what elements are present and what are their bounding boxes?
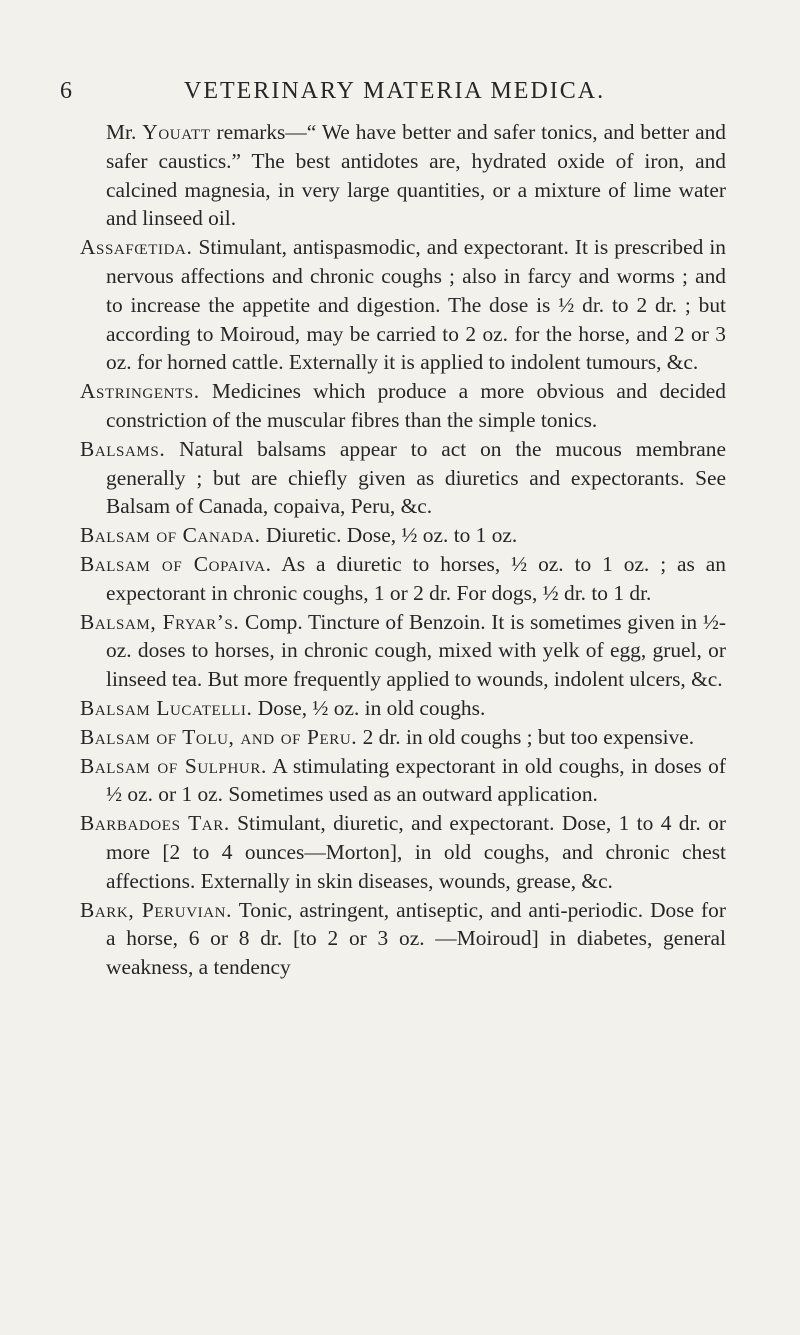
- intro-author: Youatt: [142, 120, 211, 144]
- entry-heading: Balsams.: [80, 436, 166, 461]
- entry-text: Stimulant, diuretic, and expectorant. Dose, 1 to 4 dr. or more [2 to 4 ounces—Morton], in old coughs, and chronic chest affections. Externally in skin diseases, wounds, grease, &c.: [106, 811, 726, 893]
- entry-bark-peruvian: [80, 896, 726, 982]
- entry-heading: Bark, Peruvian.: [80, 897, 233, 922]
- entry-text: Diuretic. Dose, ½ oz. to 1 oz.: [265, 523, 518, 548]
- entry-text: Natural balsams appear to act on the mucous membrane generally ; but are chiefly given as diuretics and expectorants. See Balsam of Canada, copaiva, Peru, &c.: [106, 436, 726, 519]
- entry-balsam-of-tolu: [80, 723, 726, 752]
- entry-balsam-lucatelli: [80, 694, 726, 723]
- page-body: [80, 118, 726, 982]
- entry-heading: Balsam of Canada.: [80, 523, 261, 548]
- intro-paragraph: [80, 118, 726, 233]
- entry-balsams: [80, 435, 726, 521]
- entry-assafoetida: [80, 233, 726, 377]
- entry-text: Tonic, astringent, antiseptic, and anti-periodic. Dose for a horse, 6 or 8 dr. [to 2 or 3 oz. —Moiroud] in diabetes, general weakness, a tendency: [106, 897, 726, 980]
- entry-balsam-of-copaiva: [80, 550, 726, 608]
- entry-text: Stimulant, antispasmodic, and expectorant. It is prescribed in nervous affections and chronic coughs ; also in farcy and worms ; and to increase the appetite and digestion. The dose is ½ dr. to 2 dr. ; but according to Moiroud, may be carried to 2 oz. for the horse, and 2 or 3 oz. for horned cattle. Externally it is applied to indolent tumours, &c.: [106, 235, 726, 375]
- intro-text: remarks—“ We have better and safer tonics, and better and safer caustics.” The best antidotes are, hydrated oxide of iron, and calcined magnesia, in very large quantities, or a mixture of lime water and linseed oil.: [106, 120, 726, 231]
- entry-heading: Astringents.: [80, 379, 200, 404]
- entry-balsam-of-canada: [80, 521, 726, 550]
- entry-heading: Assafœtida.: [80, 235, 193, 260]
- entry-text: Dose, ½ oz. in old coughs.: [257, 695, 486, 720]
- entry-heading: Balsam, Fryar’s.: [80, 609, 240, 634]
- entry-text: Comp. Tincture of Benzoin. It is sometimes given in ½-oz. doses to horses, in chronic cough, mixed with yelk of egg, gruel, or linseed tea. But more frequently applied to wounds, indolent ulcers, &c.: [106, 609, 726, 692]
- entry-text: 2 dr. in old coughs ; but too expensive.: [362, 724, 695, 749]
- entry-heading: Balsam of Copaiva.: [80, 551, 272, 576]
- intro-prefix: Mr.: [106, 120, 143, 144]
- entry-balsam-of-sulphur: [80, 752, 726, 810]
- entry-heading: Balsam Lucatelli.: [80, 695, 253, 720]
- entry-barbadoes-tar: [80, 809, 726, 895]
- entry-balsam-fryars: [80, 608, 726, 694]
- entry-text: As a diuretic to horses, ½ oz. to 1 oz. ; as an expectorant in chronic coughs, 1 or 2 dr. For dogs, ½ dr. to 1 dr.: [106, 551, 726, 605]
- page-number: 6: [60, 78, 73, 104]
- entry-astringents: [80, 377, 726, 435]
- entry-text: Medicines which produce a more obvious and decided constriction of the muscular fibres than the simple tonics.: [106, 379, 726, 432]
- entry-heading: Balsam of Tolu, and of Peru.: [80, 724, 358, 749]
- entry-heading: Balsam of Sulphur.: [80, 753, 267, 778]
- entry-text: A stimulating expectorant in old coughs, in doses of ½ oz. or 1 oz. Sometimes used as an outward application.: [106, 753, 727, 807]
- entry-heading: Barbadoes Tar.: [80, 811, 230, 836]
- running-title: VETERINARY MATERIA MEDICA.: [184, 78, 606, 104]
